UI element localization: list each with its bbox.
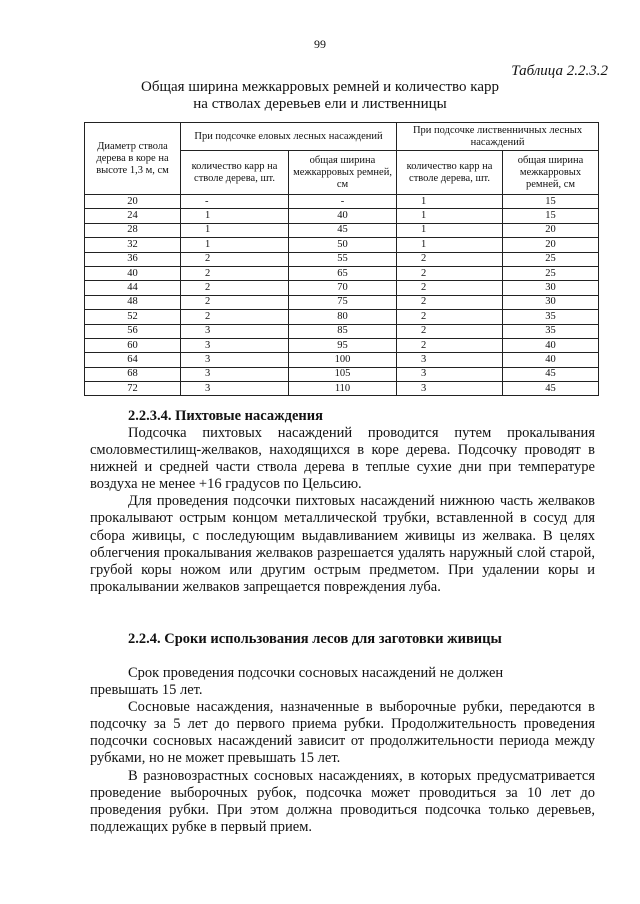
section-224-p3: В разновозрастных сосновых насаждениях, в которых предусматривается проведение выборочных рубок, подсочка может проводиться за 10 лет до проведения рубки. При этом должна проводиться подсочка только деревьев, подлежащих рубке в первый прием. [90, 767, 595, 835]
table-cell: 35 [503, 310, 599, 324]
header-spruce-width: общая ширина межкарровых ремней, см [289, 151, 397, 195]
table-cell: 45 [503, 367, 599, 381]
table-cell: 40 [85, 266, 181, 280]
table-cell: 2 [397, 266, 503, 280]
table-cell: 95 [289, 338, 397, 352]
table-cell: 48 [85, 295, 181, 309]
table-cell: 2 [397, 281, 503, 295]
table-cell: 3 [397, 353, 503, 367]
section-234-p1: Подсочка пихтовых насаждений проводится путем прокалывания смоловместилищ-желваков, находящихся в коре дерева. Подсочку проводят в нижней и средней части ствола дерева в теплые сухие дни при температуре воздуха не менее +16 градусов по Цельсию. [90, 425, 595, 493]
table-cell: 52 [85, 310, 181, 324]
section-224-p1 [90, 665, 595, 699]
table-cell: 105 [289, 367, 397, 381]
table-cell: 110 [289, 382, 397, 396]
table-cell: 40 [503, 338, 599, 352]
table-row [85, 295, 599, 309]
table-cell: - [289, 195, 397, 209]
header-group-larch: При подсочке лиственничных лесных насаждений [397, 123, 599, 151]
table-cell: 20 [503, 223, 599, 237]
table-cell: 32 [85, 238, 181, 252]
table-row [85, 252, 599, 266]
table-cell: 68 [85, 367, 181, 381]
section-224-p1-line1: Срок проведения подсочки сосновых насаждений не должен [128, 665, 504, 681]
table-cell: 1 [181, 209, 289, 223]
table-cell: 60 [85, 338, 181, 352]
table-cell: 64 [85, 353, 181, 367]
table-cell: 50 [289, 238, 397, 252]
table-row [85, 281, 599, 295]
table-cell: 25 [503, 252, 599, 266]
table-cell: 3 [181, 338, 289, 352]
table-cell: 3 [181, 382, 289, 396]
table-row [85, 353, 599, 367]
table-cell: 65 [289, 266, 397, 280]
header-larch-width: общая ширина межкарровых ремней, см [503, 151, 599, 195]
table-cell: 36 [85, 252, 181, 266]
table-cell: 1 [397, 238, 503, 252]
table-cell: 3 [181, 324, 289, 338]
table-cell: 44 [85, 281, 181, 295]
section-224-heading: 2.2.4. Сроки использования лесов для заготовки живицы [128, 631, 502, 647]
table-cell: 1 [181, 223, 289, 237]
table-cell: 3 [181, 367, 289, 381]
table-row [85, 238, 599, 252]
table-cell: 75 [289, 295, 397, 309]
table-cell: 15 [503, 195, 599, 209]
table-cell: 3 [181, 353, 289, 367]
table-cell: 2 [397, 324, 503, 338]
table-cell: 70 [289, 281, 397, 295]
table-cell: 45 [503, 382, 599, 396]
page-number: 99 [314, 37, 326, 51]
table-cell: 20 [85, 195, 181, 209]
table-row [85, 382, 599, 396]
table-row [85, 266, 599, 280]
table-cell: 24 [85, 209, 181, 223]
table-cell: 85 [289, 324, 397, 338]
section-234 [90, 408, 595, 596]
header-larch-count: количество карр на стволе дерева, шт. [397, 151, 503, 195]
table-row [85, 310, 599, 324]
table-number: Таблица 2.2.3.2 [511, 63, 608, 79]
table-body [85, 195, 599, 396]
table-cell: 3 [397, 367, 503, 381]
header-diameter: Диаметр ствола дерева в коре на высоте 1,3 м, см [85, 123, 181, 195]
table-row [85, 223, 599, 237]
table-cell: - [181, 195, 289, 209]
table-cell: 2 [181, 252, 289, 266]
table-cell: 40 [289, 209, 397, 223]
table-cell: 2 [397, 295, 503, 309]
table-cell: 1 [397, 195, 503, 209]
table-cell: 1 [397, 223, 503, 237]
table-cell: 2 [397, 338, 503, 352]
table-cell: 45 [289, 223, 397, 237]
table-cell: 1 [397, 209, 503, 223]
table-row [85, 338, 599, 352]
section-224-p2: Сосновые насаждения, назначенные в выборочные рубки, передаются в подсочку за 5 лет до первого приема рубки. Продолжительность проведения подсочки сосновых насаждений зависит от продолжительности периода между рубками, но не может превышать 15 лет. [90, 699, 595, 767]
table-cell: 100 [289, 353, 397, 367]
table-cell: 25 [503, 266, 599, 280]
table-title-line1: Общая ширина межкарровых ремней и количество карр [141, 79, 499, 95]
data-table [84, 122, 599, 396]
table-title-line2: на стволах деревьев ели и лиственницы [193, 96, 447, 112]
table-cell: 2 [181, 310, 289, 324]
table-cell: 30 [503, 295, 599, 309]
table-row [85, 195, 599, 209]
table-row [85, 324, 599, 338]
table-cell: 3 [397, 382, 503, 396]
table-cell: 30 [503, 281, 599, 295]
table-cell: 2 [181, 295, 289, 309]
table-cell: 55 [289, 252, 397, 266]
section-234-p2: Для проведения подсочки пихтовых насаждений нижнюю часть желваков прокалывают острым концом металлической трубки, вставленной в сосуд для сбора живицы, с последующим выдавливанием живицы из желвака. В целях облегчения прокалывания желваков разрешается удалять наружный слой старой, грубой коры ножом или другим острым предметом. При удалении коры и прокалывании желваков запрещается повреждения луба. [90, 493, 595, 595]
table-cell: 2 [397, 252, 503, 266]
table-cell: 40 [503, 353, 599, 367]
table-cell: 1 [181, 238, 289, 252]
table-title [0, 79, 640, 113]
table-cell: 56 [85, 324, 181, 338]
section-224-p1-line2: превышать 15 лет. [90, 682, 203, 699]
table-cell: 2 [181, 281, 289, 295]
table-cell: 35 [503, 324, 599, 338]
header-spruce-count: количество карр на стволе дерева, шт. [181, 151, 289, 195]
table-cell: 20 [503, 238, 599, 252]
table-cell: 72 [85, 382, 181, 396]
header-group-spruce: При подсочке еловых лесных насаждений [181, 123, 397, 151]
table-cell: 15 [503, 209, 599, 223]
table-cell: 80 [289, 310, 397, 324]
section-234-heading: 2.2.3.4. Пихтовые насаждения [128, 408, 323, 424]
table-cell: 2 [397, 310, 503, 324]
section-224 [90, 631, 595, 836]
table-row [85, 209, 599, 223]
table-cell: 28 [85, 223, 181, 237]
table-row [85, 367, 599, 381]
table-cell: 2 [181, 266, 289, 280]
